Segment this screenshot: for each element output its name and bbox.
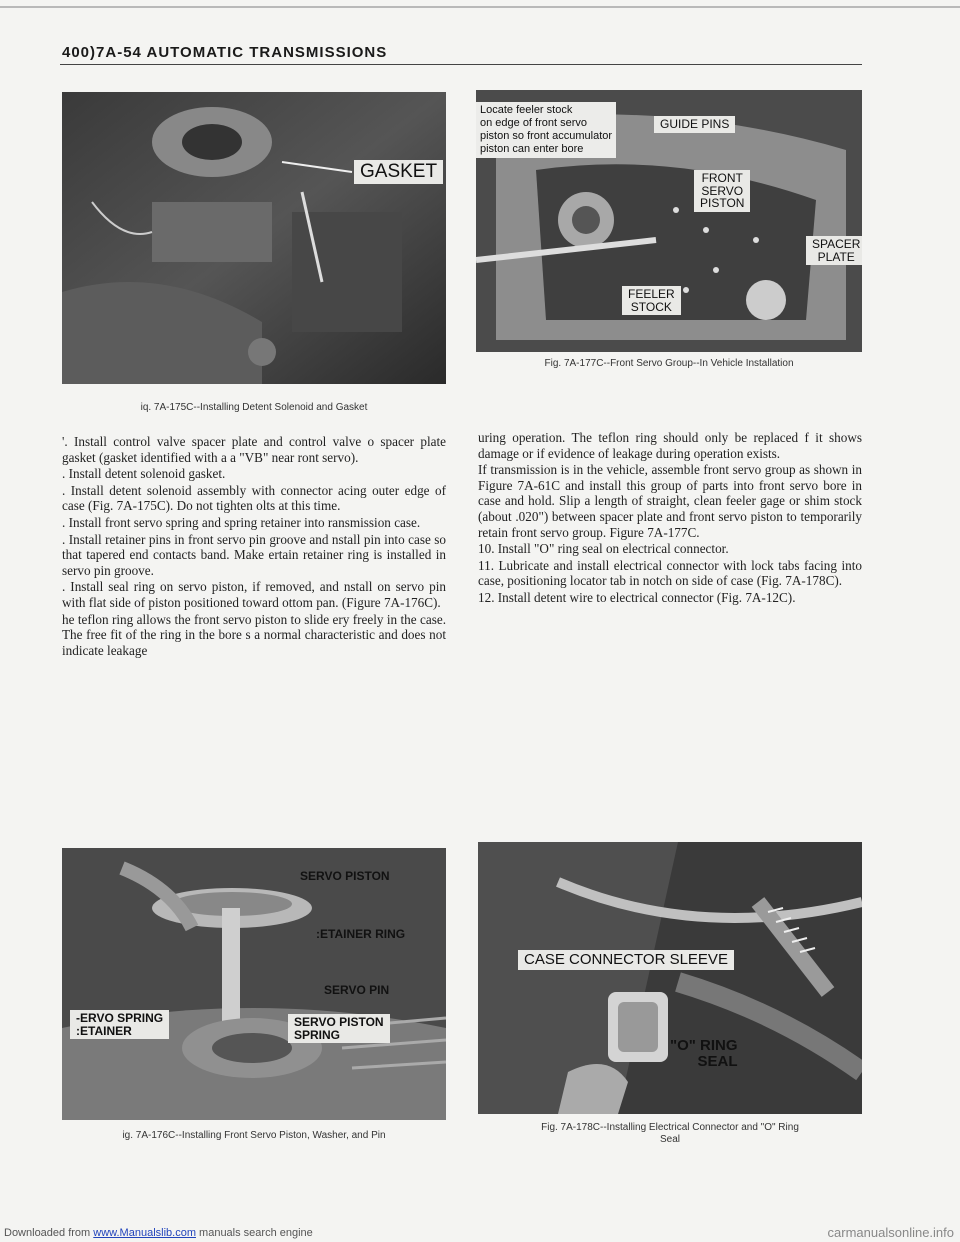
label-o-ring-seal: "O" RING SEAL xyxy=(670,1037,738,1070)
paragraph: . Install retainer pins in front servo pin groove and nstall pin into case so that tapered end contacts band. Make ertain retainer ring is installed in servo pin groove. xyxy=(62,531,446,578)
label-feeler-stock: FEELER STOCK xyxy=(622,286,681,315)
paragraph: uring operation. The teflon ring should only be replaced f it shows damage or if evidence of leakage during operation exists. xyxy=(478,430,862,461)
page-header: 400)7A-54 AUTOMATIC TRANSMISSIONS xyxy=(62,44,388,61)
label-servo-piston-spring: SERVO PISTON SPRING xyxy=(288,1014,390,1043)
label-servo-spring-retainer: -ERVO SPRING :ETAINER xyxy=(70,1010,169,1039)
label-case-connector-sleeve: CASE CONNECTOR SLEEVE xyxy=(518,950,734,970)
download-notice: Downloaded from www.Manualslib.com manuals search engine xyxy=(4,1227,313,1239)
paragraph: '. Install control valve spacer plate and control valve o spacer plate gasket (gasket identified with a a "VB" near ront servo). xyxy=(62,434,446,465)
photo-front-servo-piston xyxy=(62,848,446,1120)
label-retainer-ring: :ETAINER RING xyxy=(316,927,406,941)
caption-fig-176c: ig. 7A-176C--Installing Front Servo Piston, Washer, and Pin xyxy=(122,1130,386,1141)
photo-electrical-connector xyxy=(478,842,862,1114)
photo-front-servo-group xyxy=(476,90,862,352)
paragraph: 10. Install "O" ring seal on electrical connector. xyxy=(478,541,729,557)
label-guide-pins: GUIDE PINS xyxy=(654,116,735,133)
paragraph: . Install seal ring on servo piston, if removed, and nstall on servo pin with flat side of piston positioned toward ottom pan. (Figure 7A-176C). xyxy=(62,579,446,610)
paragraph: . Install front servo spring and spring retainer into ransmission case. xyxy=(62,514,421,530)
paragraph: . Install detent solenoid assembly with connector acing outer edge of case (Fig. 7A-175C). Do not tighten olts at this time. xyxy=(62,482,446,514)
label-gasket: GASKET xyxy=(354,160,443,184)
paragraph: If transmission is in the vehicle, assemble front servo group as shown in Figure 7A-61C and install this group of parts into front servo bore in case and hold. Slip a length of straight, clean feeler gage or shim stock (about .020") between spacer plate and front servo piston to temporarily retain front servo group. Figure 7A-177C. xyxy=(478,462,862,540)
paragraph: 11. Lubricate and install electrical connector with lock tabs facing into case, positioning locator tab in notch on side of case (Fig. 7A-178C). xyxy=(478,557,862,589)
caption-fig-178c: Fig. 7A-178C--Installing Electrical Connector and "O" Ring Seal xyxy=(541,1122,799,1145)
photo-detent-solenoid xyxy=(62,92,446,384)
watermark: carmanualsonline.info xyxy=(827,1225,954,1240)
paragraph: . Install detent solenoid gasket. xyxy=(62,466,226,482)
top-border xyxy=(0,6,960,8)
label-front-servo-piston: FRONT SERVO PISTON xyxy=(694,170,750,212)
header-rule xyxy=(60,64,862,65)
page-footer xyxy=(0,1226,960,1242)
paragraph: 12. Install detent wire to electrical connector (Fig. 7A-12C). xyxy=(478,589,796,605)
caption-fig-177c: Fig. 7A-177C--Front Servo Group--In Vehicle Installation xyxy=(544,358,794,369)
text-column-left xyxy=(62,434,446,659)
text-column-right xyxy=(478,430,862,607)
note-feeler-stock: Locate feeler stock on edge of front servo piston so front accumulator piston can enter bore xyxy=(476,102,616,158)
paragraph: he teflon ring allows the front servo piston to slide ery freely in the case. The free fit of the ring in the bore s a normal characteristic and does not indicate leakage xyxy=(62,611,446,658)
label-servo-piston: SERVO PISTON xyxy=(300,869,390,883)
label-spacer-plate: SPACER PLATE xyxy=(806,236,862,265)
manualslib-link[interactable]: www.Manualslib.com xyxy=(93,1227,196,1239)
label-servo-pin: SERVO PIN xyxy=(324,983,390,997)
caption-fig-175c: iq. 7A-175C--Installing Detent Solenoid and Gasket xyxy=(140,402,368,413)
